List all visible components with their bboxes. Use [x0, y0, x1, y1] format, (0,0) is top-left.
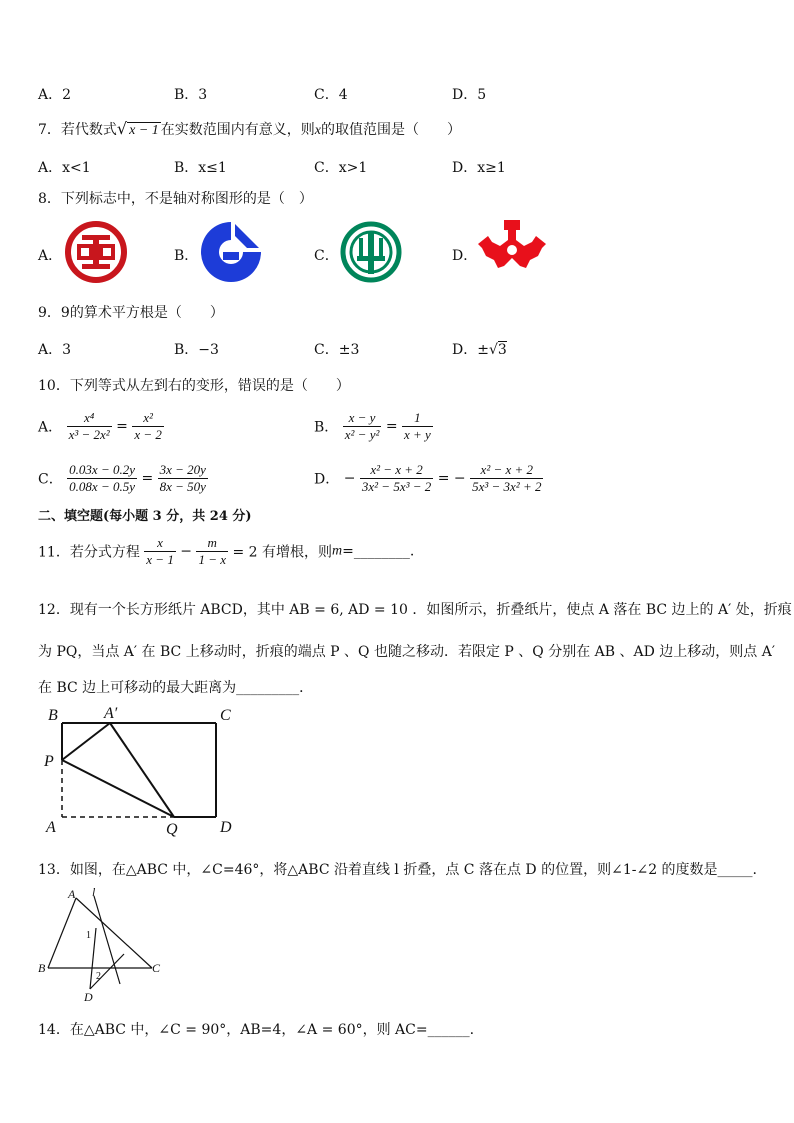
q10d-neg: − [343, 470, 356, 487]
q10b-d2: x + y [404, 427, 431, 442]
q8-option-a: A． [38, 248, 63, 264]
q7-option-b: B．x≤1 [174, 160, 227, 176]
q10d-eq: = − [437, 470, 466, 487]
q10-option-b [314, 410, 433, 443]
q10c-n1: 0.03x − 0.2y [69, 462, 135, 477]
label-A-prime: A′ [104, 705, 118, 722]
q10a-frac-left [67, 410, 112, 443]
q7-prefix: 7．若代数式 [38, 122, 117, 138]
q10a-eq: = [116, 418, 128, 435]
question-12-line-3: 在 BC 边上可移动的最大距离为_________． [38, 680, 314, 696]
question-12-line-1: 12．现有一个长方形纸片 ABCD，其中 AB = 6, AD = 10 ．如图所示，折叠纸片，使点 A 落在 BC 边上的 A′ 处，折痕 [38, 602, 792, 618]
ccb-logo-icon [199, 220, 263, 284]
q10d-d2: 5x³ − 3x² + 2 [472, 479, 542, 494]
q10c-frac-right [158, 462, 208, 495]
q10d-frac-right [470, 462, 543, 495]
q10d-d1: 3x² − 5x³ − 2 [361, 479, 432, 494]
q10b-frac-right [402, 410, 433, 443]
q7-option-d: D．x≥1 [452, 160, 506, 176]
q10-option-a [38, 410, 164, 443]
label-C: C [152, 961, 161, 975]
question-13: 13．如图，在△ABC 中，∠C=46°，将△ABC 沿着直线 l 折叠，点 C 落在点 D 的位置，则∠1-∠2 的度数是_____. [38, 862, 757, 878]
label-C: C [220, 707, 231, 724]
q7-option-c: C．x>1 [314, 160, 368, 176]
label-D: D [220, 819, 232, 836]
q7-var: x [314, 123, 322, 138]
q10b-label: B． [314, 419, 339, 436]
q10b-d1: x² − y² [344, 427, 380, 442]
rectangle-fold-figure [40, 700, 250, 840]
q11-var: m [332, 543, 343, 559]
q9-option-b: B．−3 [174, 342, 219, 358]
q9-option-c: C．±3 [314, 342, 360, 358]
q10a-n1: x⁴ [67, 410, 112, 427]
q10c-eq: = [141, 470, 154, 487]
q11-d2: 1 − x [198, 552, 227, 567]
cbc-logo-icon [476, 218, 548, 284]
abc-logo-icon [339, 220, 403, 284]
q11-end: =________. [342, 543, 415, 560]
option-c: C．4 [314, 87, 348, 103]
question-12-line-2: 为 PQ，当点 A′ 在 BC 上移动时，折痕的端点 P 、Q 也随之移动．若限定 P 、Q 分别在 AB 、AD 边上移动，则点 A′ [38, 644, 776, 660]
q8-option-c: C． [314, 248, 339, 264]
q10b-eq: = [385, 418, 398, 435]
q10c-n2: 3x − 20y [159, 462, 206, 477]
q10c-label: C． [38, 471, 63, 488]
q7-suffix: 的取值范围是（ ） [321, 122, 462, 138]
option-b: B．3 [174, 87, 208, 103]
q10a-label: A． [38, 419, 63, 436]
label-A: A [46, 819, 56, 836]
question-7 [38, 119, 461, 139]
q10a-d1: x³ − 2x² [68, 427, 110, 442]
q11-n2: m [196, 535, 228, 552]
q11-n1: x [144, 535, 176, 552]
label-B: B [48, 707, 58, 724]
q9-option-d-radicand: 3 [497, 342, 507, 358]
q10a-frac-right [132, 410, 164, 443]
question-11 [38, 535, 414, 568]
q7-option-a: A．x<1 [38, 160, 91, 176]
q10b-n2: 1 [402, 410, 433, 427]
q10-option-d [314, 462, 543, 495]
q11-d1: x − 1 [146, 552, 174, 567]
question-10: 10．下列等式从左到右的变形，错误的是（ ） [38, 378, 350, 394]
question-8: 8．下列标志中，不是轴对称图形的是（ ） [38, 191, 313, 207]
q10d-label: D． [314, 471, 340, 488]
icbc-logo-icon [63, 221, 129, 283]
q11-suffix: = 2 有增根，则 [232, 544, 333, 561]
q7-radicand: x − 1 [129, 123, 159, 138]
section-title: 二、填空题(每小题 3 分，共 24 分) [38, 509, 252, 524]
option-a: A．2 [38, 87, 72, 103]
q7-middle: 在实数范围内有意义，则 [160, 122, 315, 138]
q10a-n2: x² [132, 410, 164, 427]
label-Q: Q [166, 821, 178, 838]
q11-frac-2 [196, 535, 228, 568]
q10d-frac-left [360, 462, 433, 495]
question-14: 14．在△ABC 中，∠C = 90°，AB=4，∠A = 60°，则 AC=______. [38, 1022, 475, 1038]
option-d: D．5 [452, 87, 487, 103]
q9-option-d [452, 339, 507, 359]
q8-option-d: D． [452, 248, 478, 264]
q9-option-a: A．3 [38, 342, 72, 358]
q10a-d2: x − 2 [134, 427, 162, 442]
sqrt-icon: √ [116, 119, 128, 138]
q10d-n1: x² − x + 2 [360, 462, 433, 479]
label-A: A [68, 887, 76, 901]
q11-frac-1 [144, 535, 176, 568]
triangle-fold-figure [34, 886, 170, 1006]
q10-option-c [38, 462, 208, 495]
q11-minus: − [180, 543, 193, 560]
q10c-frac-left [67, 462, 137, 495]
label-D: D [84, 990, 93, 1004]
q11-prefix: 11．若分式方程 [38, 544, 140, 561]
label-angle-1: 1 [86, 930, 91, 941]
q10c-d2: 8x − 50y [159, 479, 206, 494]
q10c-d1: 0.08x − 0.5y [69, 479, 135, 494]
label-P: P [44, 753, 54, 770]
q10d-n2: x² − x + 2 [470, 462, 543, 479]
sqrt-icon: √ [488, 342, 498, 358]
label-l: l [92, 886, 96, 899]
label-angle-2: 2 [96, 971, 101, 982]
q10b-n1: x − y [343, 410, 382, 427]
q8-option-b: B． [174, 248, 199, 264]
q10b-frac-left [343, 410, 382, 443]
question-9: 9．9的算术平方根是（ ） [38, 305, 224, 321]
q9-option-d-label: D．± [452, 342, 489, 358]
label-B: B [38, 961, 46, 975]
